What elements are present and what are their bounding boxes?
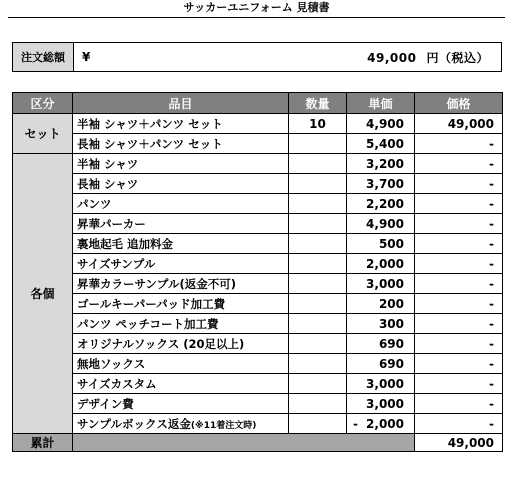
item-price: - xyxy=(415,234,503,254)
title-underline xyxy=(8,17,505,18)
item-name: 半袖 シャツ xyxy=(73,154,289,174)
order-total-box xyxy=(12,42,502,72)
item-name: パンツ xyxy=(73,194,289,214)
item-name: 昇華パーカー xyxy=(73,214,289,234)
item-unit-price: 3,000 xyxy=(347,274,415,294)
estimate-table xyxy=(12,92,503,452)
header-unit-price: 単価 xyxy=(347,93,415,114)
table-row xyxy=(13,334,503,354)
item-quantity xyxy=(289,174,347,194)
refund-item-name-cell xyxy=(73,414,289,434)
table-row xyxy=(13,294,503,314)
item-price: - xyxy=(415,334,503,354)
item-unit-price: 5,400 xyxy=(347,134,415,154)
item-quantity xyxy=(289,214,347,234)
item-quantity xyxy=(289,234,347,254)
refund-item-price: - xyxy=(415,414,503,434)
item-name: オリジナルソックス (20足以上) xyxy=(73,334,289,354)
item-unit-price: 3,000 xyxy=(347,394,415,414)
order-total-yen-symbol: ¥ xyxy=(74,43,113,72)
item-name: 長袖 シャツ xyxy=(73,174,289,194)
header-category: 区分 xyxy=(13,93,73,114)
refund-unit-price-cell xyxy=(347,414,415,434)
summary-label: 累計 xyxy=(13,434,73,452)
refund-minus-sign: - xyxy=(353,416,358,431)
item-unit-price: 300 xyxy=(347,314,415,334)
item-price: - xyxy=(415,314,503,334)
table-row xyxy=(13,174,503,194)
table-row xyxy=(13,314,503,334)
item-quantity xyxy=(289,314,347,334)
item-unit-price: 3,700 xyxy=(347,174,415,194)
order-total-label: 注文総額 xyxy=(13,43,74,72)
item-unit-price: 4,900 xyxy=(347,114,415,134)
item-price: - xyxy=(415,394,503,414)
item-unit-price: 4,900 xyxy=(347,214,415,234)
item-name: 半袖 シャツ＋パンツ セット xyxy=(73,114,289,134)
item-quantity xyxy=(289,394,347,414)
item-name: 無地ソックス xyxy=(73,354,289,374)
summary-row xyxy=(13,434,503,452)
item-quantity xyxy=(289,154,347,174)
refund-unit-price: 2,000 xyxy=(366,416,404,431)
item-price: - xyxy=(415,274,503,294)
category-cell-set: セット xyxy=(13,114,73,154)
item-unit-price: 2,000 xyxy=(347,254,415,274)
category-cell-individual: 各個 xyxy=(13,154,73,434)
item-quantity xyxy=(289,354,347,374)
item-price: 49,000 xyxy=(415,114,503,134)
table-row xyxy=(13,214,503,234)
item-quantity xyxy=(289,374,347,394)
item-price: - xyxy=(415,354,503,374)
item-price: - xyxy=(415,174,503,194)
item-unit-price: 500 xyxy=(347,234,415,254)
order-total-amount-cell xyxy=(112,43,502,72)
table-row xyxy=(13,374,503,394)
item-name: 昇華カラーサンプル(返金不可) xyxy=(73,274,289,294)
table-row xyxy=(13,354,503,374)
item-price: - xyxy=(415,134,503,154)
item-name: サイズサンプル xyxy=(73,254,289,274)
item-unit-price: 200 xyxy=(347,294,415,314)
table-row xyxy=(13,394,503,414)
table-row xyxy=(13,234,503,254)
item-name: サイズカスタム xyxy=(73,374,289,394)
table-row xyxy=(13,134,503,154)
item-unit-price: 3,000 xyxy=(347,374,415,394)
item-name: ゴールキーパーパッド加工費 xyxy=(73,294,289,314)
item-price: - xyxy=(415,214,503,234)
item-quantity xyxy=(289,334,347,354)
summary-total: 49,000 xyxy=(415,434,503,452)
table-row xyxy=(13,254,503,274)
item-price: - xyxy=(415,294,503,314)
table-header-row xyxy=(13,93,503,114)
table-row xyxy=(13,194,503,214)
item-unit-price: 690 xyxy=(347,334,415,354)
item-quantity: 10 xyxy=(289,114,347,134)
table-row-refund xyxy=(13,414,503,434)
item-price: - xyxy=(415,374,503,394)
header-item: 品目 xyxy=(73,93,289,114)
item-name: 長袖 シャツ＋パンツ セット xyxy=(73,134,289,154)
item-quantity xyxy=(289,274,347,294)
order-total-unit: 円（税込） xyxy=(426,50,489,65)
item-quantity xyxy=(289,194,347,214)
item-unit-price: 3,200 xyxy=(347,154,415,174)
item-name: 裏地起毛 追加料金 xyxy=(73,234,289,254)
refund-item-quantity xyxy=(289,414,347,434)
item-quantity xyxy=(289,134,347,154)
item-price: - xyxy=(415,154,503,174)
refund-item-note: (※11着注文時) xyxy=(190,420,257,431)
table-row xyxy=(13,274,503,294)
table-row xyxy=(13,114,503,134)
document-title: サッカーユニフォーム 見積書 xyxy=(183,1,330,14)
item-quantity xyxy=(289,294,347,314)
item-unit-price: 2,200 xyxy=(347,194,415,214)
item-name: パンツ ペッチコート加工費 xyxy=(73,314,289,334)
item-quantity xyxy=(289,254,347,274)
item-unit-price: 690 xyxy=(347,354,415,374)
header-quantity: 数量 xyxy=(289,93,347,114)
item-name: デザイン費 xyxy=(73,394,289,414)
refund-item-name: サンプルボックス返金 xyxy=(77,416,191,431)
order-total-amount: 49,000 xyxy=(367,50,417,65)
table-row xyxy=(13,154,503,174)
item-price: - xyxy=(415,254,503,274)
summary-empty-cell xyxy=(73,434,415,452)
item-price: - xyxy=(415,194,503,214)
header-price: 価格 xyxy=(415,93,503,114)
